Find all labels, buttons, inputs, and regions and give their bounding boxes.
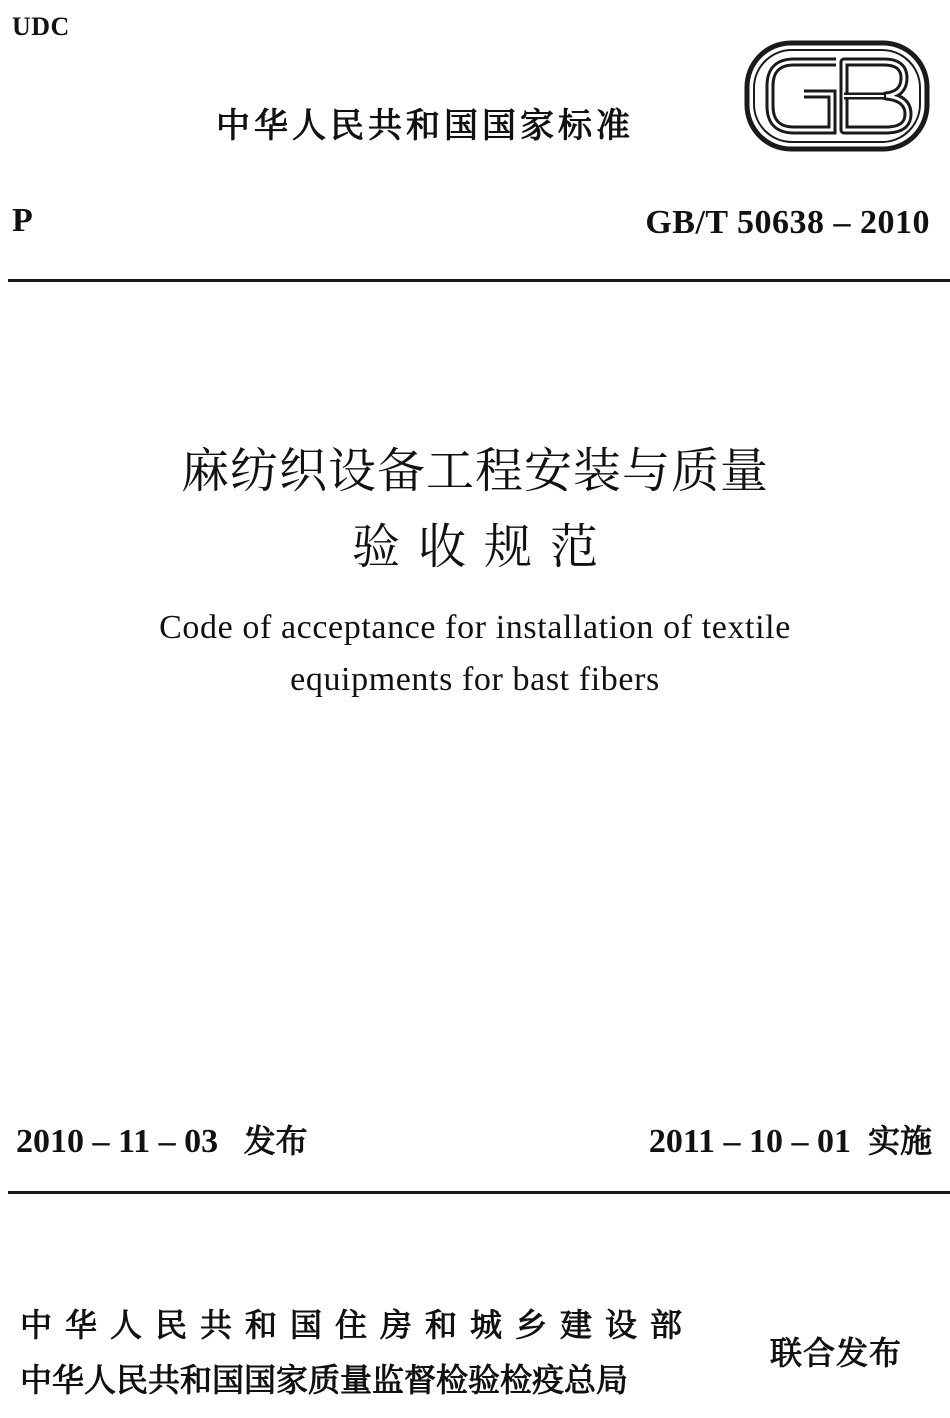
joint-publish-label: 联合发布 bbox=[770, 1334, 903, 1372]
title-chinese-line-2: 验收规范 bbox=[351, 519, 616, 575]
title-english-line-2: equipments for bast fibers bbox=[290, 661, 660, 698]
effective-date: 2011 – 10 – 01 bbox=[648, 1123, 851, 1160]
title-chinese-line-1: 麻纺织设备工程安装与质量 bbox=[180, 443, 769, 499]
title-english-line-1: Code of acceptance for installation of textile bbox=[159, 609, 791, 646]
publisher-line-1: 中华人民共和国住房和城乡建设部 bbox=[20, 1306, 696, 1344]
publisher-line-2: 中华人民共和国国家质量监督检验检疫总局 bbox=[20, 1361, 629, 1399]
effective-date-block bbox=[649, 1116, 932, 1162]
udc-label: UDC bbox=[12, 12, 70, 41]
issue-date: 2010 – 11 – 03 bbox=[16, 1123, 219, 1160]
standard-series-title: 中华人民共和国国家标准 bbox=[216, 106, 634, 146]
gb-logo bbox=[744, 40, 930, 152]
issue-date-block bbox=[16, 1116, 308, 1162]
effective-label: 实施 bbox=[867, 1122, 932, 1160]
footer-divider bbox=[8, 1191, 950, 1194]
header-divider bbox=[8, 279, 950, 282]
issue-label: 发布 bbox=[243, 1122, 308, 1160]
classification-code: P bbox=[12, 202, 33, 239]
title-english bbox=[0, 602, 950, 706]
standard-number: GB/T 50638 – 2010 bbox=[645, 204, 930, 241]
